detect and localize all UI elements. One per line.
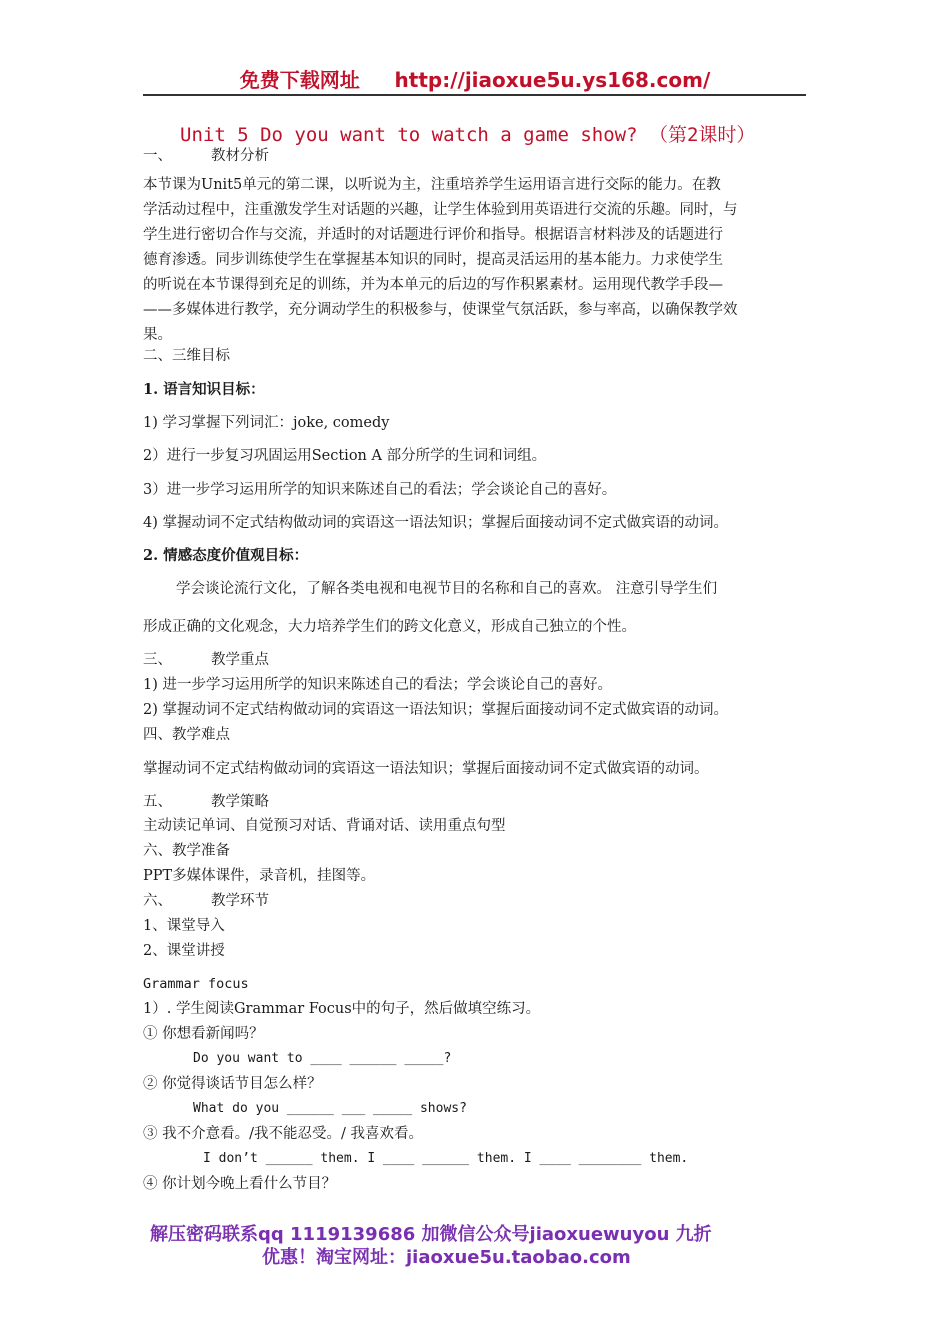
step-item: 2、课堂讲授	[143, 943, 225, 959]
body-line: 本节课为Unit5单元的第二课，以听说为主，注重培养学生运用语言进行交际的能力。在教	[143, 177, 721, 193]
section-7-heading: 六、 教学环节	[143, 893, 269, 909]
body-line: 学生进行密切合作与交流，并适时的对话题进行评价和指导。根据语言材料涉及的话题进行	[143, 227, 723, 243]
section-6-heading: 六、教学准备	[143, 843, 230, 859]
grammar-title: Grammar focus	[143, 976, 249, 992]
header-download-link[interactable]	[0, 64, 950, 93]
section-4-heading: 四、教学难点	[143, 727, 230, 743]
attitude-para-line: 形成正确的文化观念，大力培养学生们的跨文化意义，形成自己独立的个性。	[143, 619, 636, 635]
exercise-question: ③ 我不介意看。/我不能忍受。/ 我喜欢看。	[143, 1126, 423, 1142]
objective-item: 1) 学习掌握下列词汇：joke, comedy	[143, 415, 390, 431]
grammar-intro: 1）. 学生阅读Grammar Focus中的句子，然后做填空练习。	[143, 1001, 541, 1017]
section-2-heading: 二、三维目标	[143, 348, 230, 364]
header-label: 免费下载网址	[239, 68, 360, 92]
header-divider	[143, 94, 806, 96]
body-line: 的听说在本节课得到充足的训练，并为本单元的后边的写作积累素材。运用现代教学手段—	[143, 277, 723, 293]
section-3-heading: 三、 教学重点	[143, 652, 269, 668]
preparation-text: PPT多媒体课件，录音机，挂图等。	[143, 868, 376, 884]
body-line: 果。	[143, 327, 172, 343]
body-line: 德育渗透。同步训练使学生在掌握基本知识的同时，提高灵活运用的基本能力。力求使学生	[143, 252, 723, 268]
difficulty-text: 掌握动词不定式结构做动词的宾语这一语法知识；掌握后面接动词不定式做宾语的动词。	[143, 761, 709, 777]
exercise-question: ④ 你计划今晚上看什么节目？	[143, 1176, 337, 1192]
header-url[interactable]: http://jiaoxue5u.ys168.com/	[394, 68, 711, 92]
exercise-question: ② 你觉得谈话节目怎么样？	[143, 1076, 322, 1092]
strategy-text: 主动读记单词、自觉预习对话、背诵对话、读用重点句型	[143, 818, 506, 834]
exercise-question: ① 你想看新闻吗？	[143, 1026, 264, 1042]
key-point-item: 2) 掌握动词不定式结构做动词的宾语这一语法知识；掌握后面接动词不定式做宾语的动词。	[143, 702, 728, 718]
objective-item: 3）进一步学习运用所学的知识来陈述自己的看法；学会谈论自己的喜好。	[143, 482, 617, 498]
footer-shop-link[interactable]: 优惠！淘宝网址：jiaoxue5u.taobao.com	[262, 1247, 631, 1268]
objective-item: 2）进行一步复习巩固运用Section A 部分所学的生词和词组。	[143, 448, 547, 464]
section-1-body	[143, 173, 738, 348]
exercise-answer: What do you ______ ___ _____ shows?	[193, 1101, 467, 1116]
body-line: 学活动过程中，注重激发学生对话题的兴趣，让学生体验到用英语进行交流的乐趣。同时，与	[143, 202, 738, 218]
page-title: Unit 5 Do you want to watch a game show? （第2课时）	[180, 124, 756, 146]
footer-contact: 解压密码联系qq 1119139686 加微信公众号jiaoxuewuyou 九折	[150, 1224, 712, 1245]
step-item: 1、课堂导入	[143, 918, 225, 934]
section-2-sub1: 1. 语言知识目标：	[143, 381, 265, 398]
exercise-answer: I don’t ______ them. I ____ ______ them. I ____ ________ them.	[203, 1151, 689, 1166]
body-line: ——多媒体进行教学，充分调动学生的积极参与，使课堂气氛活跃，参与率高，以确保教学效	[143, 302, 738, 318]
objective-item: 4) 掌握动词不定式结构做动词的宾语这一语法知识；掌握后面接动词不定式做宾语的动词。	[143, 515, 728, 531]
section-1-heading: 一、 教材分析	[143, 148, 269, 164]
key-point-item: 1) 进一步学习运用所学的知识来陈述自己的看法；学会谈论自己的喜好。	[143, 677, 612, 693]
attitude-para-line: 学会谈论流行文化，了解各类电视和电视节目的名称和自己的喜欢。 注意引导学生们	[176, 581, 718, 597]
exercise-answer: Do you want to ____ ______ _____?	[193, 1051, 452, 1066]
section-2-sub2: 2. 情感态度价值观目标：	[143, 547, 309, 564]
section-5-heading: 五、 教学策略	[143, 794, 269, 810]
